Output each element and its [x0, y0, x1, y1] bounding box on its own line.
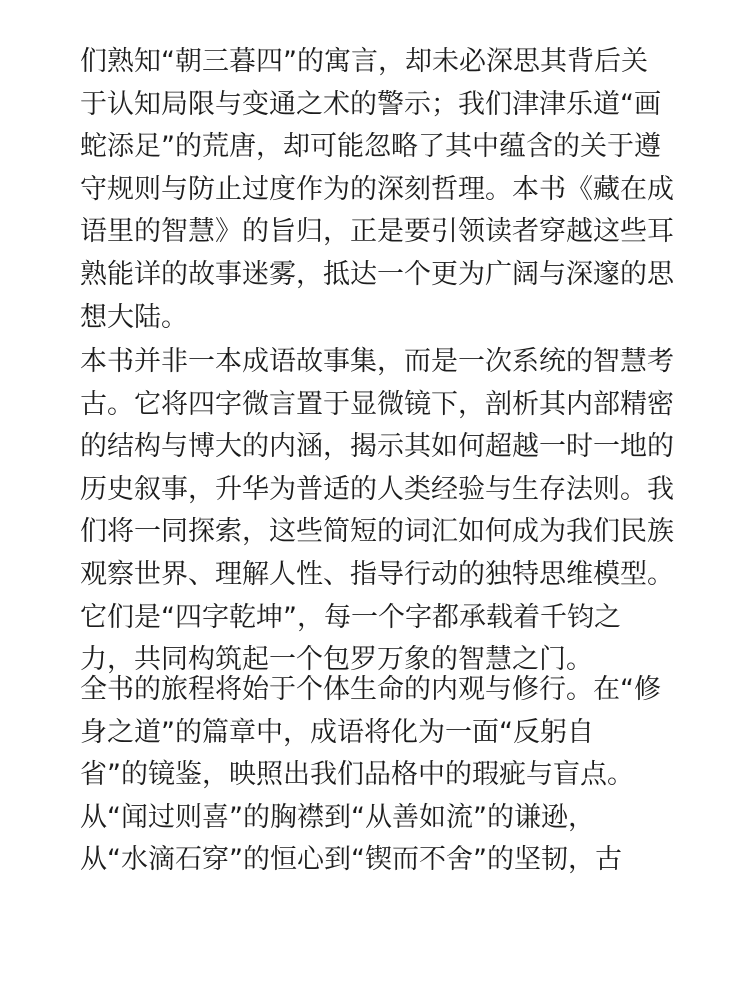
- text-line: 身之道”的篇章中，成语将化为一面“反躬自: [80, 716, 594, 748]
- body-paragraph-2: [80, 341, 680, 682]
- text-line: 想大陆。: [80, 301, 188, 333]
- text-line: 们将一同探索，这些简短的词汇如何成为我们民族: [80, 516, 674, 548]
- text-line: 于认知局限与变通之术的警示；我们津津乐道“画: [80, 88, 661, 120]
- text-line: 们熟知“朝三暮四”的寓言，却未必深思其背后关: [80, 46, 648, 77]
- text-line: 蛇添足”的荒唐，却可能忽略了其中蕴含的关于遵: [80, 131, 661, 163]
- text-line: 古。它将四字微言置于显微镜下，剖析其内部精密: [80, 388, 674, 420]
- text-line: 语里的智慧》的旨归，正是要引领读者穿越这些耳: [80, 216, 674, 248]
- text-line: 从“水滴石穿”的恒心到“锲而不舍”的坚韧，古: [80, 844, 622, 876]
- body-paragraph-3: [80, 669, 680, 882]
- text-line: 本书并非一本成语故事集，而是一次系统的智慧考: [80, 346, 674, 377]
- body-paragraph-1: [80, 41, 680, 339]
- text-line: 全书的旅程将始于个体生命的内观与修行。在“修: [80, 674, 661, 705]
- text-line: 力，共同构筑起一个包罗万象的智慧之门。: [80, 644, 593, 676]
- text-line: 省”的镜鉴，映照出我们品格中的瑕疵与盲点。: [80, 759, 634, 791]
- text-line: 它们是“四字乾坤”，每一个字都承载着千钧之: [80, 601, 621, 633]
- text-line: 观察世界、理解人性、指导行动的独特思维模型。: [80, 558, 674, 590]
- text-line: 熟能详的故事迷雾，抵达一个更为广阔与深邃的思: [80, 258, 674, 290]
- text-line: 守规则与防止过度作为的深刻哲理。本书《藏在成: [80, 173, 674, 205]
- text-line: 的结构与博大的内涵，揭示其如何超越一时一地的: [80, 431, 674, 463]
- text-line: 从“闻过则喜”的胸襟到“从善如流”的谦逊，: [80, 801, 595, 833]
- text-line: 历史叙事，升华为普适的人类经验与生存法则。我: [80, 473, 674, 505]
